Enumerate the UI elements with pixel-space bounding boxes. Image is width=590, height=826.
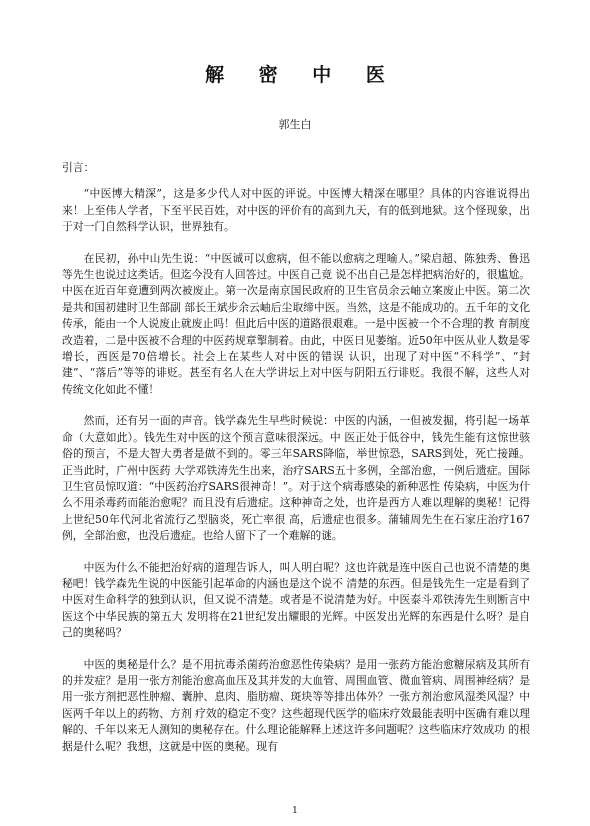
page-number: 1	[292, 806, 298, 816]
author-name: 郭生白	[278, 118, 312, 131]
paragraph-2: 在民初，孙中山先生说：“中医诚可以愈病，但不能以愈病之理喻人。”梁启超、陈独秀、鲁迅等先生也说过这类话。但迄今没有人回答过。中医自己竟 说不出自己是怎样把病治好的，很尴尬。中医在近百年竟遭到两次被废止。第一次是南京国民政府的卫生官员余云岫立案废止中医。第二次是共和国初建时卫生部副 部长王斌步余云岫后尘取缔中医。当然，这是不能成功的。五千年的文化传承，能由一个人说废止就废止吗！但此后中医的道路很艰难。一是中医被一个不合理的教 育制度改造着，二是中医被不合理的中医药规章掣制着。由此，中医日见萎缩。近50年中医从业人数是零增长，西医是70倍增长。社会上在某些人对中医的错误 认识，出现了对中医“不科学”、“封建”、“落后”等等的诽贬。甚至有名人在大学讲坛上对中医与阴阳五行诽贬。我很不解，这些人对传统文化如此不懂！	[62, 251, 530, 396]
paragraph-3: 然而，还有另一面的声音。钱学森先生早些时候说：中医的内涵，一但被发掘，将引起一场革命（大意如此）。钱先生对中医的这个预言意味很深远。中 医正处于低谷中，钱先生能有这惊世骇俗的预言，不是大智大勇者是做不到的。零三年SARS降临，举世惊恐，SARS到处，死亡接踵。正当此时，广州中医药 大学邓铁涛先生出来，治疗SARS五十多例，全部治愈，一例后遗症。国际卫生官员惊叹道：“中医药治疗SARS很神奇！”。对于这个病毒感染的新种恶性 传染病，中医为什么不用杀毒药而能治愈呢？而且没有后遗症。这种神奇之处，也许是西方人难以理解的奥秘！记得上世纪50年代河北省流行乙型脑炎，死亡率很 高，后遗症也很多。蒲辅周先生在石家庄治疗167例，全部治愈，也没后遗症。也给人留下了一个难解的谜。	[62, 414, 530, 543]
document-body	[62, 160, 530, 770]
paragraph-4: 中医为什么不能把治好病的道理告诉人，叫人明白呢？这也许就是连中医自己也说不清楚的奥秘吧！钱学森先生说的中医能引起革命的内涵也是这个说不 清楚的东西。但是钱先生一定是看到了中医对生命科学的独到认识，但又说不清楚。或者是不说清楚为好。中医泰斗邓铁涛先生则断言中医这个中华民族的第五大 发明将在21世纪发出耀眼的光辉。中医发出光辉的东西是什么呀？是自己的奥秘吗？	[62, 560, 530, 640]
paragraph-5: 中医的奥秘是什么？是不用抗毒杀菌药治愈恶性传染病？是用一张药方能治愈糖尿病及其所有的并发症？是用一张方剂能治愈高血压及其并发的大血管、周围血管、微血管病、周围神经病？是用一张方剂把恶性肿瘤、囊肿、息肉、脂肪瘤、斑块等等排出体外？一张方剂治愈风湿类风湿？中医两千年以上的药物、方剂 疗效的稳定不变？这些超现代医学的临床疗效最能表明中医确有难以理解的、千年以来无人测知的奥秘存在。什么理论能解释上述这许多问题呢？这些临床疗效成功 的根据是什么呢？我想，这就是中医的奥秘。现有	[62, 657, 530, 753]
document-title: 解 密 中 医	[205, 64, 399, 86]
paragraph-1: “中医博大精深”，这是多少代人对中医的评说。中医博大精深在哪里？具体的内容谁说得出来！上至伟人学者，下至平民百姓，对中医的评价有的高到九天，有的低到地狱。这个怪现象，出于对一门自然科学认识，世界独有。	[62, 187, 530, 234]
intro-label: 引言：	[62, 161, 95, 174]
